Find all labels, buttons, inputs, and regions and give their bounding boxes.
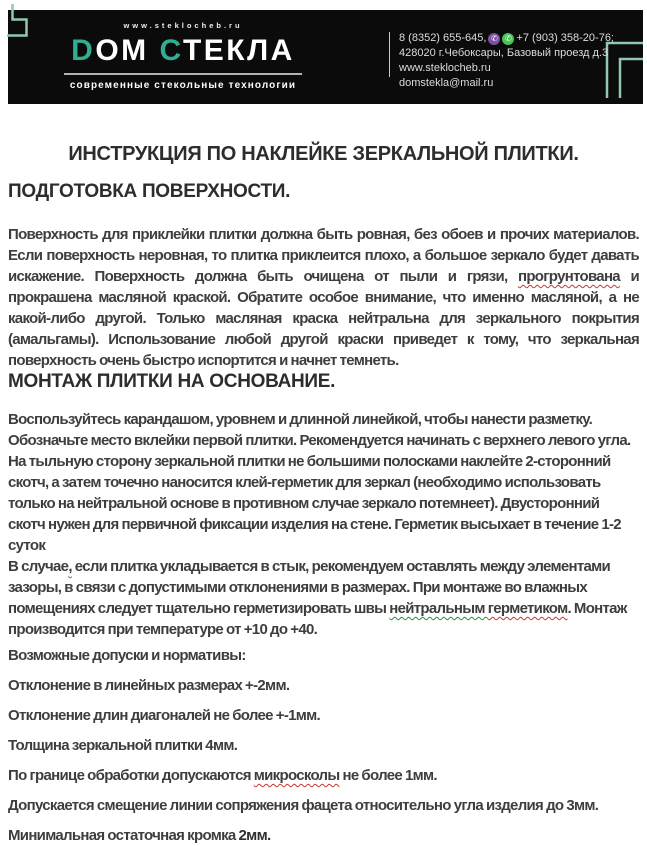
letterhead-banner xyxy=(8,10,643,104)
contact-info-block xyxy=(399,31,639,91)
paragraph-surface-preparation xyxy=(8,224,639,371)
spec-line-minimum-edge xyxy=(8,825,639,846)
paragraph-text: По границе обработки допускаются xyxy=(8,767,254,784)
section-heading-tile-mounting: МОНТАЖ ПЛИТКИ НА ОСНОВАНИЕ. xyxy=(8,371,336,392)
misspelled-word: герметиком xyxy=(487,600,568,617)
website-url: www.steklocheb.ru xyxy=(399,62,491,74)
spec-line-micro-chips xyxy=(8,765,639,786)
spec-line-linear-deviation: Отклонение в линейных размерах +-2мм. xyxy=(8,677,290,694)
section-heading-surface-preparation: ПОДГОТОВКА ПОВЕРХНОСТИ. xyxy=(8,181,291,202)
logo-letter-s: С xyxy=(159,34,183,67)
viber-icon: ✆ xyxy=(488,33,500,45)
logo-word2-rest: ТЕКЛА xyxy=(182,34,295,67)
spec-line-facet-offset: Допускается смещение линии сопряжения фацета относительно угла изделия до 3мм. xyxy=(8,797,599,814)
grammar-marked-word: нейтральным xyxy=(389,600,488,617)
whatsapp-icon: ✆ xyxy=(502,33,514,45)
company-tagline: современные стекольные технологии xyxy=(69,79,297,91)
paragraph-text: не более 1мм. xyxy=(339,767,437,784)
paragraph-text: Поверхность для приклейки плитки должна быть ровная, без обоев и прочих материалов. Если поверхность неровная, то плитка приклеится плохо, а большое зеркало будет давать искажение. Поверхность должна быть очищена от пыли и грязи, xyxy=(8,226,639,285)
spec-line-diagonal-deviation: Отклонение длин диагоналей не более +-1мм. xyxy=(8,707,321,724)
spec-line-tile-thickness: Толщина зеркальной плитки 4мм. xyxy=(8,737,238,754)
paragraph-mounting-instructions: Воспользуйтесь карандашом, уровнем и длинной линейкой, чтобы нанести разметку. Обозначьте место вклейки первой плитки. Рекомендуется начинать с верхнего левого угла. На тыльную сторону зеркальной плитки не большими полосками наклейте 2-сторонний скотч, а затем точечно наносится клей-герметик для зеркал (необходимо использовать только на нейтральной основе в противном случае зеркало потемнеет). Двусторонний скотч нужен для первичной фиксации изделия на стене. Герметик высыхает в течение 1-2 суток xyxy=(8,411,631,554)
paragraph-joint-gaps xyxy=(8,556,639,640)
misspelled-word: прогрунтована xyxy=(517,268,620,285)
misspelled-word: микросколы xyxy=(253,767,340,784)
document-content xyxy=(0,104,647,846)
phone-numbers-line xyxy=(399,31,639,46)
postal-address: 428020 г.Чебоксары, Базовый проезд д.3 xyxy=(399,47,609,59)
paragraph-text: Минимальная остаточная кромка xyxy=(8,827,239,844)
logo-divider-line xyxy=(64,73,302,75)
grammar-marked-comma: , xyxy=(68,558,72,575)
logo-block xyxy=(64,21,302,91)
phone-number-primary: 8 (8352) 655-645, xyxy=(399,32,487,44)
paragraph-text: В случае xyxy=(8,558,69,575)
bold-value: 2мм. xyxy=(238,827,271,844)
paragraph-text: и прокрашена масляной краской. Обратите особое внимание, что именно масляной, а не какой-либо другой. Только масляная краска нейтральна для зеркального покрытия (амальгамы). Использование любой другой краски приведет к тому, что зеркальная поверхность очень быстро испортится и начнет темнеть. xyxy=(8,268,639,369)
tolerances-intro-line: Возможные допуски и нормативы: xyxy=(8,647,246,664)
document-title: ИНСТРУКЦИЯ ПО НАКЛЕЙКЕ ЗЕРКАЛЬНОЙ ПЛИТКИ. xyxy=(68,143,579,165)
paragraph-text: если плитка укладывается в стык, рекомендуем оставлять между элементами зазоры, в связи с допустимыми отклонениями в размерах. При монтаже во влажных помещениях следует тщательно герметизировать швы xyxy=(8,558,611,617)
email-address: domstekla@mail.ru xyxy=(399,77,494,89)
company-logo xyxy=(64,35,302,67)
logo-letter-d: D xyxy=(71,34,96,67)
logo-top-url: www.steklocheb.ru xyxy=(123,21,243,30)
left-corner-bracket-icon xyxy=(7,4,27,36)
header-vertical-separator xyxy=(389,32,390,77)
logo-word1-rest: ОМ xyxy=(95,34,149,67)
phone-number-secondary: +7 (903) 358-20-76; xyxy=(516,32,614,44)
paragraph-text: . Монтаж производится при температуре от +10 до +40. xyxy=(8,600,627,638)
